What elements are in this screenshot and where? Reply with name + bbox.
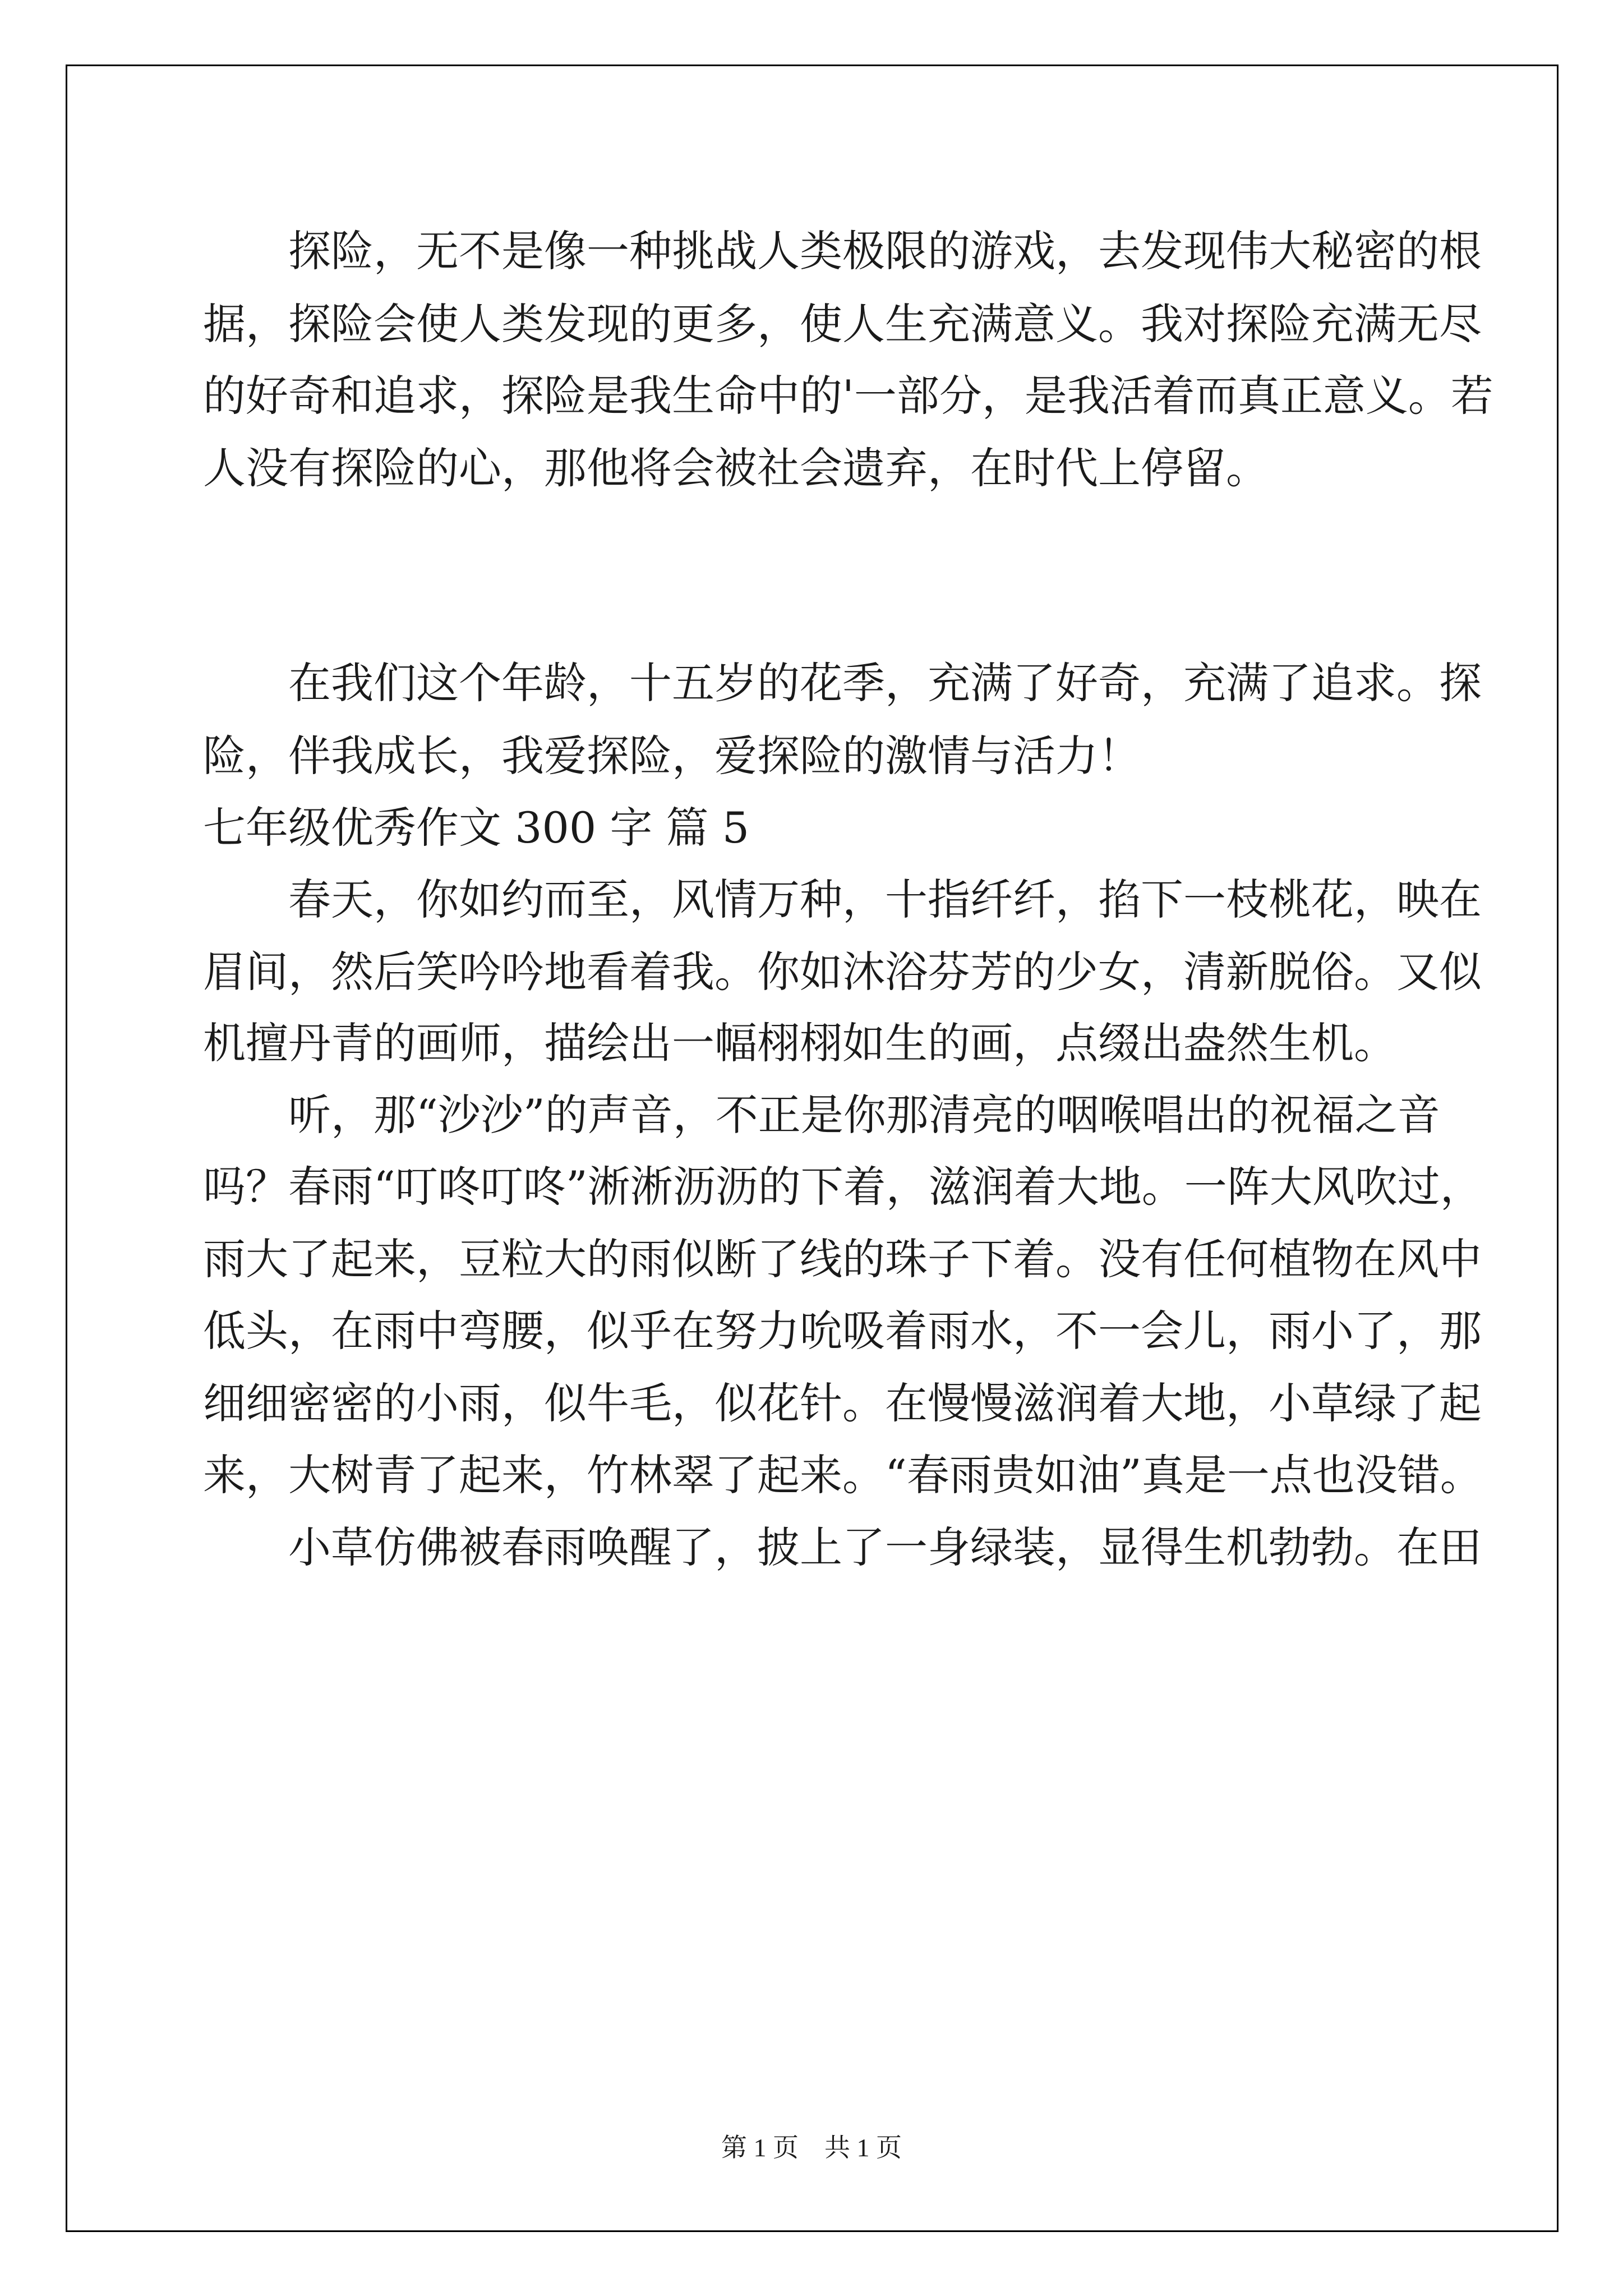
paragraph-line: 机擅丹青的画师，描绘出一幅栩栩如生的画，点缀出盎然生机。 <box>203 1018 1396 1068</box>
paragraph-line: 春天，你如约而至，风情万种，十指纤纤，掐下一枝桃花，映在 <box>203 875 1482 924</box>
paragraph-line: 的好奇和追求，探险是我生命中的'一部分，是我活着而真正意义。若 <box>203 371 1493 421</box>
section-heading: 七年级优秀作文 300 字 篇 5 <box>203 803 750 853</box>
paragraph-line: 吗？春雨“叮咚叮咚”淅淅沥沥的下着，滋润着大地。一阵大风吹过， <box>203 1162 1483 1212</box>
paragraph-line: 听，那“沙沙”的声音，不正是你那清亮的咽喉唱出的祝福之音 <box>203 1090 1440 1140</box>
paragraph-line: 低头，在雨中弯腰，似乎在努力吮吸着雨水，不一会儿，雨小了，那 <box>203 1306 1482 1356</box>
paragraph-line: 在我们这个年龄，十五岁的花季，充满了好奇，充满了追求。探 <box>203 658 1482 708</box>
paragraph-line: 细细密密的小雨，似牛毛，似花针。在慢慢滋润着大地，小草绿了起 <box>203 1378 1482 1428</box>
paragraph-line: 眉间，然后笑吟吟地看着我。你如沐浴芬芳的少女，清新脱俗。又似 <box>203 947 1482 997</box>
paragraph-line: 探险，无不是像一种挑战人类极限的游戏，去发现伟大秘密的根 <box>203 226 1482 276</box>
page-footer: 第 1 页 共 1 页 <box>721 2133 902 2162</box>
paragraph-line: 小草仿佛被春雨唤醒了，披上了一身绿装，显得生机勃勃。在田 <box>203 1522 1482 1572</box>
paragraph-line: 据，探险会使人类发现的更多，使人生充满意义。我对探险充满无尽 <box>203 299 1482 349</box>
paragraph-line: 险，伴我成长，我爱探险，爱探险的激情与活力！ <box>203 731 1141 781</box>
paragraph-line: 人没有探险的心，那他将会被社会遗弃，在时代上停留。 <box>203 443 1269 493</box>
paragraph-line: 雨大了起来，豆粒大的雨似断了线的珠子下着。没有任何植物在风中 <box>203 1234 1482 1284</box>
paragraph-line: 来，大树青了起来，竹林翠了起来。“春雨贵如油”真是一点也没错。 <box>203 1450 1483 1500</box>
